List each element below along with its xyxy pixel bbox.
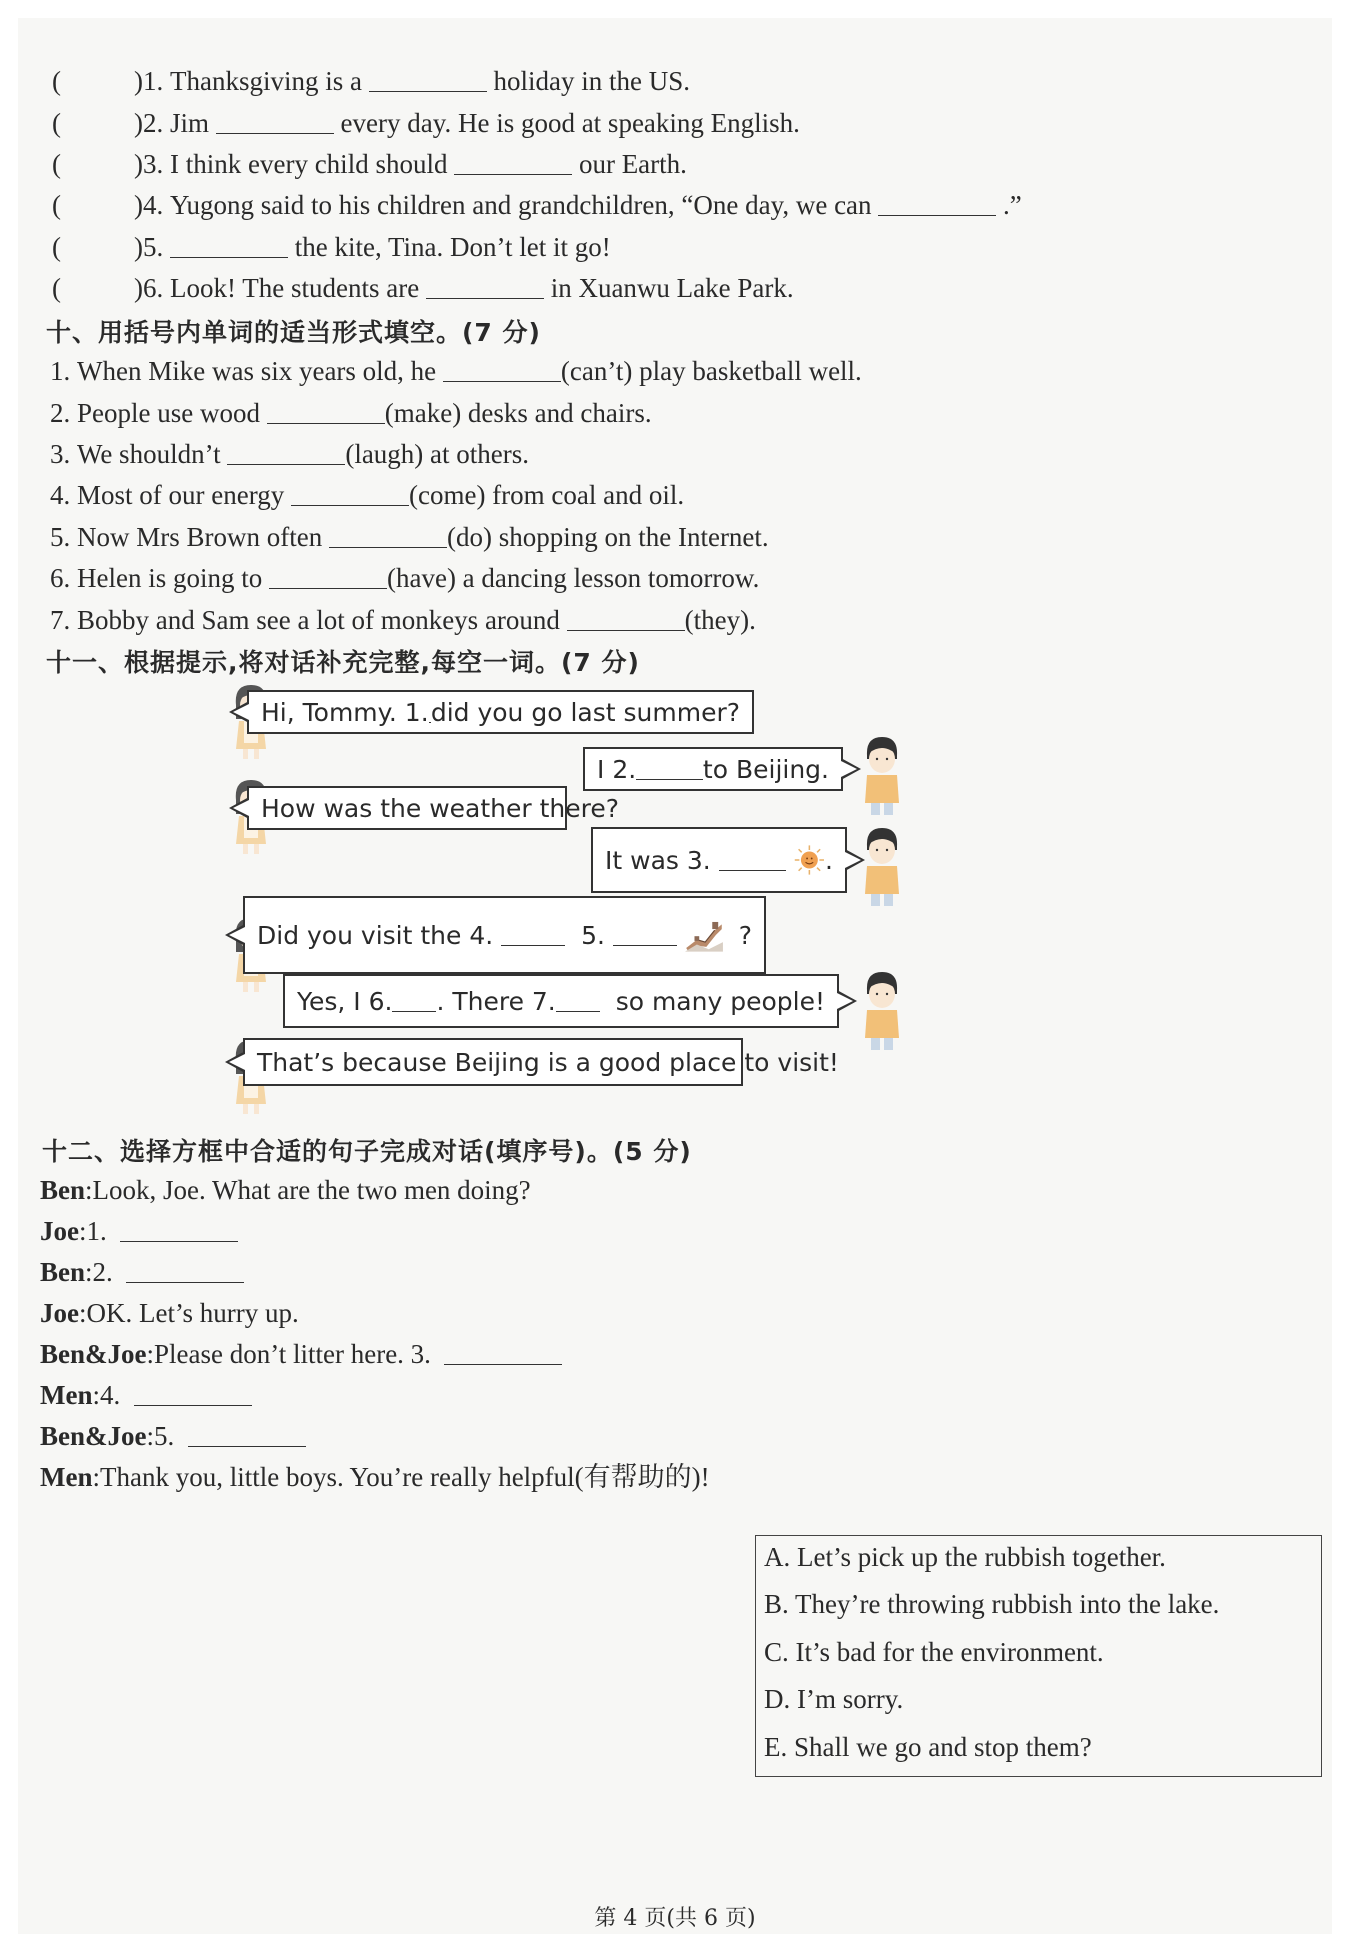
dialogue-line-2: Joe:1.: [40, 1214, 238, 1248]
answer-blank[interactable]: [392, 991, 436, 1012]
speech-bubble-7: That’s because Beijing is a good place to visit!: [243, 1038, 743, 1086]
page-number: 第 4 页(共 6 页): [594, 1906, 756, 1931]
question-9-6: ( )6. Look! The students are in Xuanwu Lake Park.: [52, 273, 794, 303]
question-9-5: ( )5. the kite, Tina. Don’t let it go!: [52, 232, 611, 262]
answer-blank[interactable]: [454, 152, 572, 175]
answer-blank[interactable]: [636, 759, 703, 780]
question-10-3: 3. We shouldn’t (laugh) at others.: [50, 439, 530, 469]
speech-bubble-2: I 2. to Beijing.: [583, 747, 843, 791]
dialogue-line-5: Ben&Joe:Please don’t litter here. 3.: [40, 1337, 562, 1371]
answer-blank[interactable]: [267, 401, 385, 424]
answer-blank[interactable]: [170, 235, 288, 258]
answer-blank[interactable]: [613, 925, 677, 946]
answer-blank[interactable]: [134, 1383, 252, 1406]
option-b: B. They’re throwing rubbish into the lake.: [764, 1589, 1220, 1619]
section-12-title: 十二、选择方框中合适的句子完成对话(填序号)。(5 分): [42, 1137, 692, 1166]
section-11-title: 十一、根据提示,将对话补充完整,每空一词。(7 分): [46, 648, 640, 677]
answer-blank[interactable]: [556, 991, 600, 1012]
dialogue-line-4: Joe:OK. Let’s hurry up.: [40, 1298, 299, 1328]
dialogue-line-8: Men:Thank you, little boys. You’re really helpful(有帮助的)!: [40, 1462, 710, 1492]
answer-blank[interactable]: [291, 483, 409, 506]
answer-blank[interactable]: [567, 608, 685, 631]
question-10-5: 5. Now Mrs Brown often (do) shopping on the Internet.: [50, 522, 769, 552]
sun-icon: [794, 840, 825, 880]
answer-blank[interactable]: [126, 1260, 244, 1283]
dialogue-line-3: Ben:2.: [40, 1255, 244, 1289]
speech-bubble-5: Did you visit the 4. 5. ?: [243, 896, 766, 974]
answer-blank[interactable]: [443, 359, 561, 382]
answer-blank[interactable]: [369, 69, 487, 92]
boy-icon: [861, 735, 903, 817]
boy-icon: [861, 970, 903, 1052]
question-9-3: ( )3. I think every child should our Earth.: [52, 149, 687, 179]
boy-icon: [861, 826, 903, 908]
answer-blank[interactable]: [444, 1342, 562, 1365]
question-9-1: ( )1. Thanksgiving is a holiday in the US.: [52, 66, 690, 96]
option-d: D. I’m sorry.: [764, 1684, 904, 1714]
answer-blank[interactable]: [216, 111, 334, 134]
answer-blank[interactable]: [426, 276, 544, 299]
answer-blank[interactable]: [120, 1219, 238, 1242]
section-10-title: 十、用括号内单词的适当形式填空。(7 分): [46, 318, 541, 347]
question-9-2: ( )2. Jim every day. He is good at speaking English.: [52, 108, 800, 138]
speech-bubble-4: It was 3. .: [591, 827, 847, 893]
answer-blank[interactable]: [501, 925, 565, 946]
great-wall-icon: [685, 907, 723, 963]
option-a: A. Let’s pick up the rubbish together.: [764, 1542, 1166, 1572]
question-10-1: 1. When Mike was six years old, he (can’t) play basketball well.: [50, 356, 862, 386]
dialogue-line-6: Men:4.: [40, 1378, 252, 1412]
answer-blank[interactable]: [227, 442, 345, 465]
speech-bubble-3: How was the weather there?: [247, 786, 567, 830]
question-9-4: ( )4. Yugong said to his children and grandchildren, “One day, we can .”: [52, 190, 1022, 220]
answer-blank[interactable]: [329, 525, 447, 548]
answer-blank[interactable]: [188, 1424, 306, 1447]
answer-blank[interactable]: [719, 850, 787, 871]
option-c: C. It’s bad for the environment.: [764, 1637, 1104, 1667]
question-10-7: 7. Bobby and Sam see a lot of monkeys around (they).: [50, 605, 756, 635]
option-e: E. Shall we go and stop them?: [764, 1732, 1092, 1762]
worksheet-page: [18, 18, 1332, 1934]
answer-blank[interactable]: [878, 193, 996, 216]
options-box: [755, 1535, 1322, 1777]
question-10-4: 4. Most of our energy (come) from coal and oil.: [50, 480, 685, 510]
question-10-6: 6. Helen is going to (have) a dancing lesson tomorrow.: [50, 563, 760, 593]
dialogue-line-7: Ben&Joe:5.: [40, 1419, 306, 1453]
answer-blank[interactable]: [269, 566, 387, 589]
speech-bubble-1: Hi, Tommy. 1. did you go last summer?: [247, 690, 754, 734]
question-10-2: 2. People use wood (make) desks and chairs.: [50, 398, 652, 428]
speech-bubble-6: Yes, I 6. . There 7. so many people!: [283, 974, 839, 1028]
dialogue-line-1: Ben:Look, Joe. What are the two men doing?: [40, 1175, 531, 1205]
